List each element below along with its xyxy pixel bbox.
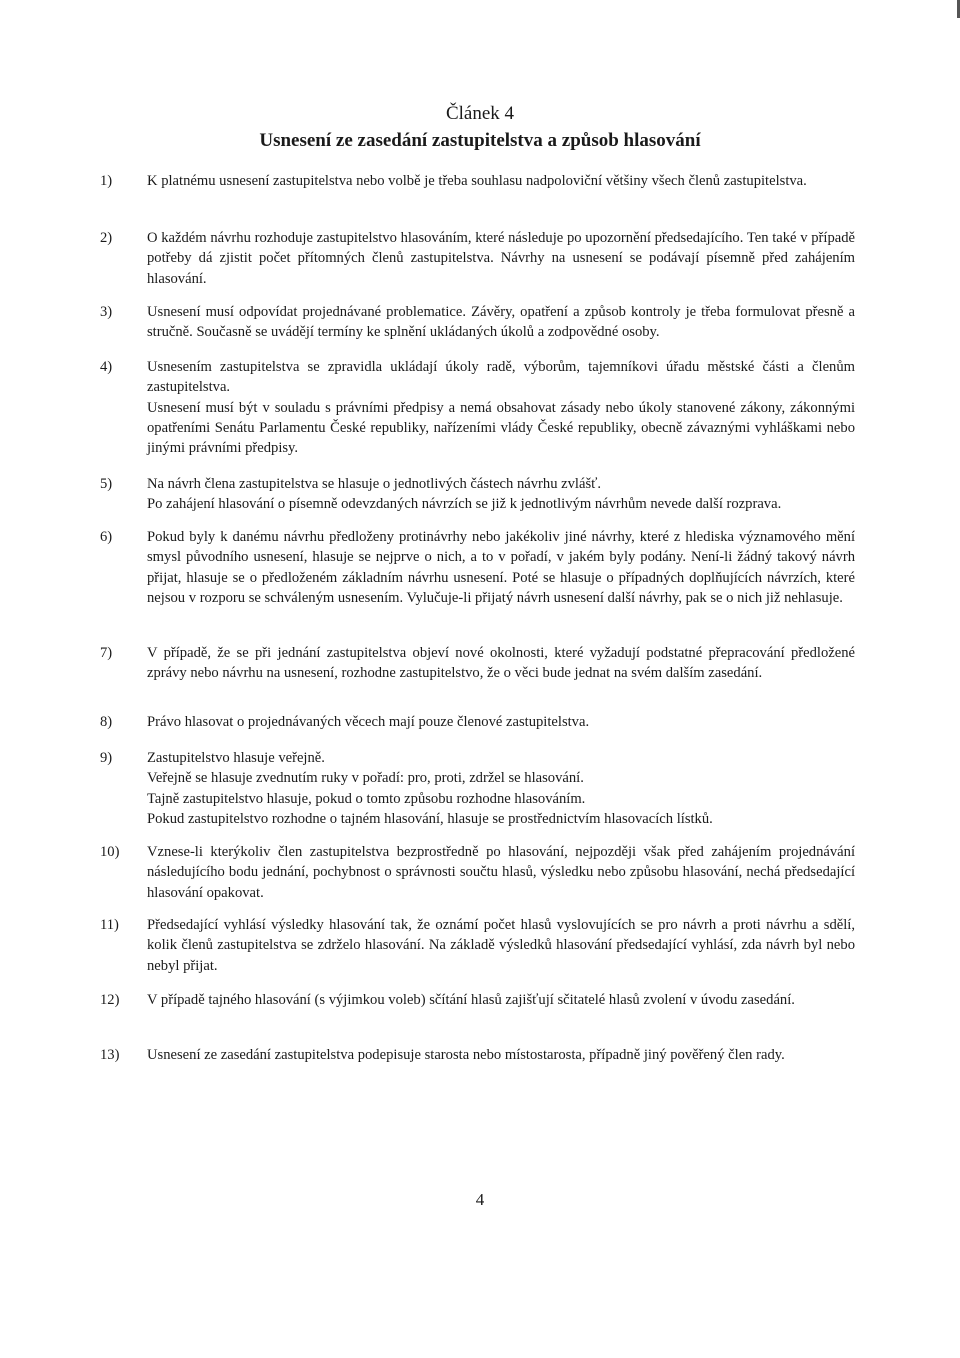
list-item	[100, 748, 855, 829]
item-body	[147, 171, 855, 191]
item-number: 5)	[100, 476, 113, 492]
item-body	[147, 643, 855, 684]
item-body	[147, 228, 855, 289]
list-item	[100, 1045, 855, 1065]
item-paragraph: V případě, že se při jednání zastupitelstva objeví nové okolnosti, které vyžadují podstatné přepracování předložené zprávy nebo návrhu na usnesení, rozhodne zastupitelstvo, že o věci bude jednat na svém dalším zasedání.	[147, 645, 855, 682]
item-number: 7)	[100, 645, 113, 661]
item-paragraph: Zastupitelstvo hlasuje veřejně.	[147, 750, 325, 766]
item-paragraph: Vznese-li kterýkoliv člen zastupitelstva bezprostředně po hlasování, nejpozději však před zahájením projednávání následujícího bodu jednání, pochybnost o správnosti součtu hlasů, výsledku nebo způsobu hlasování, nechá předsedající hlasování opakovat.	[147, 844, 855, 901]
item-number: 10)	[100, 844, 120, 860]
list-item	[100, 712, 855, 732]
item-number: 12)	[100, 992, 120, 1008]
list-item	[100, 228, 855, 289]
item-body	[147, 748, 855, 829]
item-number: 4)	[100, 359, 113, 375]
item-body	[147, 915, 855, 976]
item-number: 9)	[100, 750, 113, 766]
item-number: 1)	[100, 173, 113, 189]
list-item	[100, 915, 855, 976]
list-item	[100, 842, 855, 903]
item-paragraph: Usnesení musí být v souladu s právními předpisy a nemá obsahovat zásady nebo úkoly stanovené zákony, zákonnými opatřeními Senátu Parlamentu České republiky, nařízeními vlády České republiky, obecně závaznými vyhláškami nebo jinými právními předpisy.	[147, 399, 855, 457]
item-paragraph: Pokud zastupitelstvo rozhodne o tajném hlasování, hlasuje se prostřednictvím hlasovacích lístků.	[147, 810, 713, 827]
list-item	[100, 302, 855, 343]
item-body	[147, 302, 855, 343]
page-number: 4	[475, 1190, 485, 1209]
item-body	[147, 712, 855, 732]
item-paragraph: O každém návrhu rozhoduje zastupitelstvo hlasováním, které následuje po upozornění předsedajícího. Ten také v případě potřeby dá zjistit počet přítomných členů zastupitelstva. Návrhy na usnesení se podávají písemně před zahájením hlasování.	[147, 230, 855, 287]
item-paragraph: Usnesení musí odpovídat projednávané problematice. Závěry, opatření a způsob kontroly je třeba formulovat přesně a stručně. Současně se uvádějí termíny ke splnění ukládaných úkolů a zodpovědné osoby.	[147, 304, 855, 341]
item-paragraph: Usnesení ze zasedání zastupitelstva podepisuje starosta nebo místostarosta, případně jiný pověřený člen rady.	[147, 1047, 785, 1063]
item-paragraph: Pokud byly k danému návrhu předloženy protinávrhy nebo jakékoliv jiné návrhy, které z hlediska významového mění smysl původního usnesení, hlasuje se nejprve o nich, a to v pořadí, v jakém byly podány. Není-li žádný takový návrh přijat, hlasuje se o předloženém základním návrhu usnesení. Poté se hlasuje o případných doplňujících návrzích, které nejsou v rozporu se schváleným usnesením. Vylučuje-li přijatý návrh usnesení další návrhy, pak se o nich již nehlasuje.	[147, 529, 855, 606]
item-number: 2)	[100, 230, 113, 246]
list-item	[100, 527, 855, 608]
item-paragraph: Na návrh člena zastupitelstva se hlasuje o jednotlivých částech návrhu zvlášť.	[147, 476, 602, 492]
item-body	[147, 1045, 855, 1065]
item-paragraph: Právo hlasovat o projednávaných věcech mají pouze členové zastupitelstva.	[147, 714, 590, 730]
item-body	[147, 527, 855, 608]
article-title: Usnesení ze zasedání zastupitelstva a způsob hlasování	[259, 130, 701, 151]
list-item	[100, 171, 855, 191]
item-body	[147, 357, 855, 458]
item-paragraph: Usnesením zastupitelstva se zpravidla ukládají úkoly radě, výborům, tajemníkovi úřadu městské části a členům zastupitelstva.	[147, 359, 855, 396]
item-number: 11)	[100, 917, 119, 933]
list-item	[100, 643, 855, 684]
item-body	[147, 842, 855, 903]
item-body	[147, 474, 855, 515]
item-number: 13)	[100, 1047, 120, 1063]
article-label: Článek 4	[445, 103, 515, 124]
list-item	[100, 357, 855, 458]
item-paragraph: Předsedající vyhlásí výsledky hlasování tak, že oznámí počet hlasů vyslovujících se pro návrh a proti návrhu a sdělí, kolik členů zastupitelstva se zdrželo hlasování. Na základě výsledků hlasování předsedající vyhlásí, zda návrh byl nebo nebyl přijat.	[147, 917, 855, 974]
item-number: 8)	[100, 714, 113, 730]
item-paragraph: Po zahájení hlasování o písemně odevzdaných návrzích se již k jednotlivým návrhům nevede další rozprava.	[147, 496, 782, 513]
item-paragraph: Veřejně se hlasuje zvednutím ruky v pořadí: pro, proti, zdržel se hlasování.	[147, 770, 584, 787]
list-item	[100, 474, 855, 515]
item-paragraph: V případě tajného hlasování (s výjimkou voleb) sčítání hlasů zajišťují sčitatelé hlasů zvolení v úvodu zasedání.	[147, 992, 795, 1008]
item-number: 6)	[100, 529, 113, 545]
item-paragraph: K platnému usnesení zastupitelstva nebo volbě je třeba souhlasu nadpoloviční většiny všech členů zastupitelstva.	[147, 173, 807, 189]
item-body	[147, 990, 855, 1010]
list-item	[100, 990, 855, 1010]
item-number: 3)	[100, 304, 113, 320]
item-paragraph: Tajně zastupitelstvo hlasuje, pokud o tomto způsobu rozhodne hlasováním.	[147, 790, 586, 807]
